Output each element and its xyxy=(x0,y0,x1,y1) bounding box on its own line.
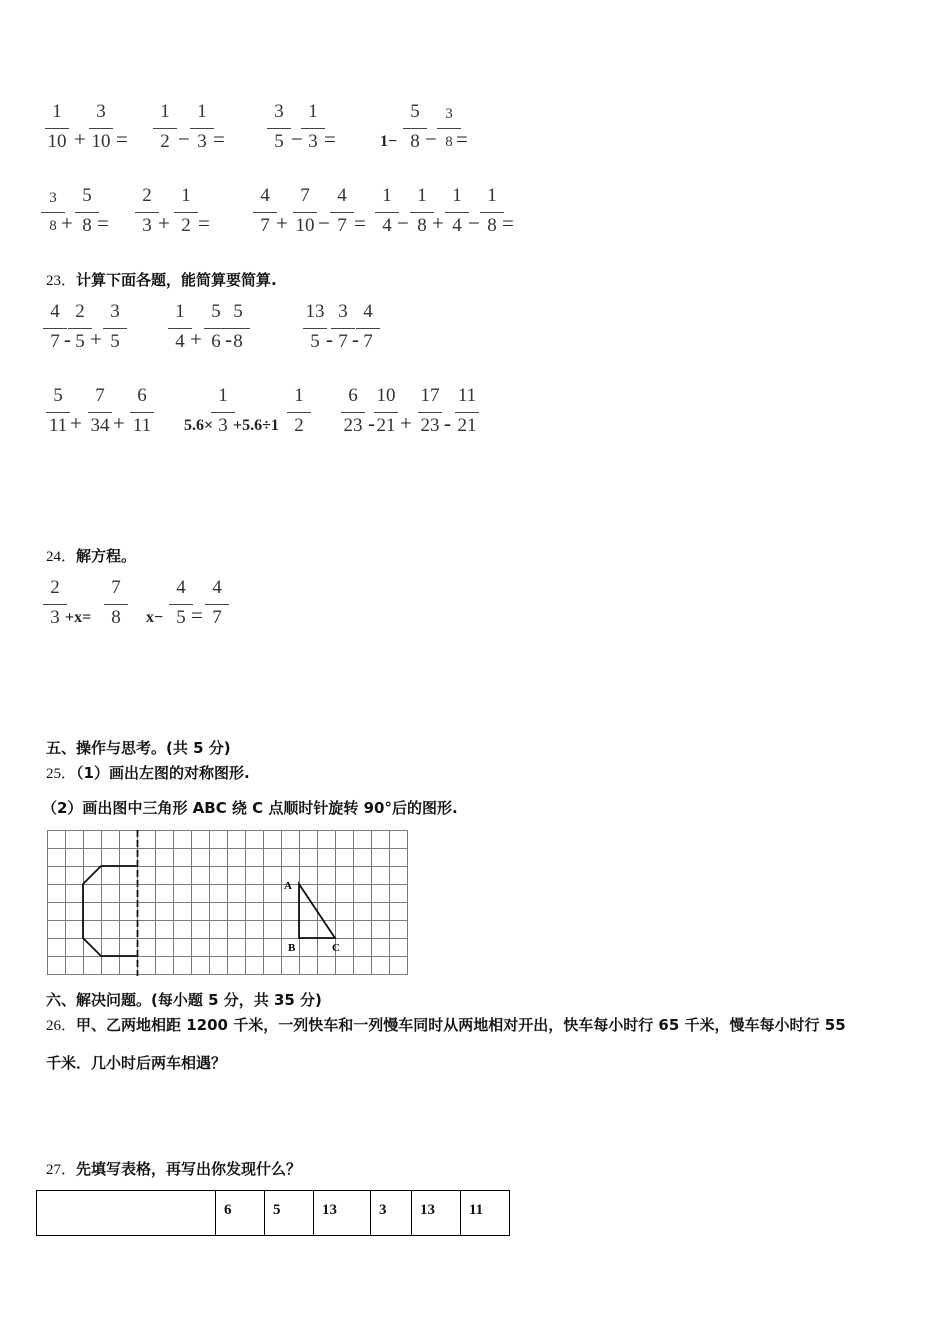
table-cell[interactable] xyxy=(37,1191,216,1236)
denominator: 4 xyxy=(452,215,462,236)
equals: = xyxy=(324,127,336,151)
numerator: 17 xyxy=(420,385,440,406)
numerator: 1 xyxy=(417,185,427,206)
denominator: 10 xyxy=(295,215,315,236)
denominator: 7 xyxy=(337,215,347,236)
fraction xyxy=(150,100,180,156)
question-24-title xyxy=(46,546,136,567)
grid-figure xyxy=(47,830,409,978)
question-text: （1）画出左图的对称图形. xyxy=(76,764,250,782)
table-cell[interactable]: 3 xyxy=(371,1191,412,1236)
numerator: 2 xyxy=(75,301,85,322)
denominator: 23 xyxy=(420,415,440,436)
question-number: 23． xyxy=(46,273,77,289)
numerator: 5 xyxy=(82,185,92,206)
operator: − xyxy=(318,211,330,235)
numerator: 2 xyxy=(142,185,152,206)
operator: + xyxy=(90,327,102,351)
equals: = xyxy=(213,127,225,151)
numerator: 1 xyxy=(160,101,170,122)
denominator: 10 xyxy=(91,131,111,152)
label-a: A xyxy=(284,880,292,892)
question-23-title xyxy=(46,270,277,291)
numerator: 1 xyxy=(52,101,62,122)
numerator: 1 xyxy=(175,301,185,322)
term: +x= xyxy=(65,609,92,626)
equals: = xyxy=(198,211,210,235)
label-b: B xyxy=(288,942,296,954)
numerator: 3 xyxy=(445,106,453,122)
operator: - xyxy=(326,327,333,351)
equals: = xyxy=(502,211,514,235)
denominator: 3 xyxy=(142,215,152,236)
denominator: 2 xyxy=(294,415,304,436)
denominator: 8 xyxy=(445,134,453,150)
denominator: 3 xyxy=(308,131,318,152)
numerator: 7 xyxy=(95,385,105,406)
grid-lines xyxy=(48,830,408,975)
denominator: 3 xyxy=(197,131,207,152)
denominator: 5 xyxy=(274,131,284,152)
question-25-part-1 xyxy=(46,763,250,784)
denominator: 11 xyxy=(48,415,68,436)
fraction xyxy=(100,300,130,356)
fraction xyxy=(264,100,294,156)
operator: - xyxy=(64,327,71,351)
denominator: 5 xyxy=(110,331,120,352)
question-26-line-1 xyxy=(46,1015,846,1036)
numerator: 4 xyxy=(337,185,347,206)
denominator: 11 xyxy=(132,415,152,436)
denominator: 2 xyxy=(181,215,191,236)
denominator: 8 xyxy=(410,131,420,152)
section-6-heading: 六、解决问题。(每小题 5 分，共 35 分) xyxy=(46,991,322,1009)
numerator: 3 xyxy=(110,301,120,322)
numerator: 10 xyxy=(376,385,396,406)
numerator: 1 xyxy=(294,385,304,406)
numerator: 1 xyxy=(452,185,462,206)
numerator: 2 xyxy=(50,577,60,598)
numerator: 1 xyxy=(382,185,392,206)
numerator: 5 xyxy=(410,101,420,122)
fraction xyxy=(202,576,232,632)
numerator: 6 xyxy=(137,385,147,406)
question-text: 解方程。 xyxy=(76,547,137,565)
denominator: 5 xyxy=(75,331,85,352)
operator: + xyxy=(276,211,288,235)
denominator: 23 xyxy=(343,415,363,436)
operator: + xyxy=(113,411,125,435)
equals: = xyxy=(97,211,109,235)
fraction xyxy=(327,184,357,240)
fraction xyxy=(42,100,72,156)
question-number: 25． xyxy=(46,766,77,782)
term: 5.6× xyxy=(184,417,214,434)
question-text: 先填写表格，再写出你发现什么？ xyxy=(76,1160,302,1178)
numerator: 3 xyxy=(96,101,106,122)
denominator: 8 xyxy=(417,215,427,236)
fraction xyxy=(43,384,73,440)
operator: + xyxy=(70,411,82,435)
fraction xyxy=(415,384,445,440)
fraction xyxy=(86,100,116,156)
section-5-heading: 五、操作与思考。(共 5 分) xyxy=(46,739,231,757)
denominator: 8 xyxy=(487,215,497,236)
question-number: 27． xyxy=(46,1162,77,1178)
question-text: 计算下面各题，能简算要简算. xyxy=(76,271,277,289)
denominator: 7 xyxy=(50,331,60,352)
numerator: 4 xyxy=(212,577,222,598)
denominator: 3 xyxy=(50,607,60,628)
term: +5.6÷1 xyxy=(233,417,279,434)
denominator: 8 xyxy=(111,607,121,628)
question-26-line-2: 千米．几小时后两车相遇？ xyxy=(46,1054,227,1072)
question-number: 26． xyxy=(46,1018,77,1034)
fraction xyxy=(171,184,201,240)
denominator: 10 xyxy=(47,131,67,152)
equals: = xyxy=(191,603,203,627)
numerator: 3 xyxy=(338,301,348,322)
numerator: 6 xyxy=(348,385,358,406)
denominator: 7 xyxy=(338,331,348,352)
denominator: 8 xyxy=(82,215,92,236)
table-cell[interactable]: 6 xyxy=(216,1191,265,1236)
numerator: 1 xyxy=(197,101,207,122)
numerator: 13 xyxy=(305,301,325,322)
equals: = xyxy=(456,127,468,151)
numerator: 4 xyxy=(50,301,60,322)
denominator: 3 xyxy=(218,415,228,436)
denominator: 8 xyxy=(49,218,57,234)
denominator: 5 xyxy=(176,607,186,628)
label-c: C xyxy=(332,942,340,954)
numerator: 1 xyxy=(218,385,228,406)
numerator: 1 xyxy=(181,185,191,206)
fraction xyxy=(101,576,131,632)
fraction xyxy=(452,384,482,440)
table-cell[interactable]: 13 xyxy=(412,1191,461,1236)
numerator: 5 xyxy=(233,301,243,322)
numerator: 5 xyxy=(211,301,221,322)
numerator: 3 xyxy=(49,190,57,206)
term: x− xyxy=(146,609,164,626)
denominator: 7 xyxy=(260,215,270,236)
numerator: 4 xyxy=(363,301,373,322)
numerator: 7 xyxy=(300,185,310,206)
equals: = xyxy=(354,211,366,235)
denominator: 21 xyxy=(457,415,477,436)
table-cell[interactable]: 11 xyxy=(461,1191,510,1236)
operator: - xyxy=(444,411,451,435)
numerator: 4 xyxy=(260,185,270,206)
numerator: 1 xyxy=(487,185,497,206)
denominator: 7 xyxy=(212,607,222,628)
operator: + xyxy=(190,327,202,351)
denominator: 7 xyxy=(363,331,373,352)
lead-term: 1− xyxy=(380,133,398,150)
fraction xyxy=(127,384,157,440)
operator: + xyxy=(61,211,73,235)
equals: = xyxy=(116,127,128,151)
operator: − xyxy=(397,211,409,235)
question-25-part-2: （2）画出图中三角形 ABC 绕 C 点顺时针旋转 90°后的图形. xyxy=(42,799,458,817)
operator: - xyxy=(368,411,375,435)
denominator: 6 xyxy=(211,331,221,352)
fraction xyxy=(284,384,314,440)
operator: + xyxy=(158,211,170,235)
denominator: 34 xyxy=(90,415,110,436)
operator: + xyxy=(400,411,412,435)
operator: - xyxy=(352,327,359,351)
operator: - xyxy=(225,327,232,351)
question-text: 甲、乙两地相距 1200 千米，一列快车和一列慢车同时从两地相对开出，快车每小时行 65 千米，慢车每小时行 55 xyxy=(76,1016,846,1034)
fraction xyxy=(223,300,253,356)
numerator: 11 xyxy=(457,385,477,406)
fraction xyxy=(85,384,115,440)
operator: − xyxy=(468,211,480,235)
fraction xyxy=(338,384,368,440)
fraction xyxy=(371,384,401,440)
operator: − xyxy=(178,127,190,151)
table-row xyxy=(37,1191,510,1236)
operator: − xyxy=(291,127,303,151)
numerator: 5 xyxy=(53,385,63,406)
operator: + xyxy=(432,211,444,235)
numerator: 7 xyxy=(111,577,121,598)
denominator: 21 xyxy=(376,415,396,436)
operator: − xyxy=(425,127,437,151)
question-27-title xyxy=(46,1159,301,1180)
denominator: 8 xyxy=(233,331,243,352)
fraction xyxy=(290,184,320,240)
fraction xyxy=(353,300,383,356)
question-number: 24． xyxy=(46,549,77,565)
numerator: 3 xyxy=(274,101,284,122)
denominator: 2 xyxy=(160,131,170,152)
denominator: 4 xyxy=(382,215,392,236)
denominator: 5 xyxy=(310,331,320,352)
table-cell[interactable]: 13 xyxy=(314,1191,371,1236)
table-cell[interactable]: 5 xyxy=(265,1191,314,1236)
operator: + xyxy=(74,127,86,151)
fill-table xyxy=(36,1190,510,1236)
left-shape xyxy=(83,866,137,956)
numerator: 1 xyxy=(308,101,318,122)
numerator: 4 xyxy=(176,577,186,598)
denominator: 4 xyxy=(175,331,185,352)
